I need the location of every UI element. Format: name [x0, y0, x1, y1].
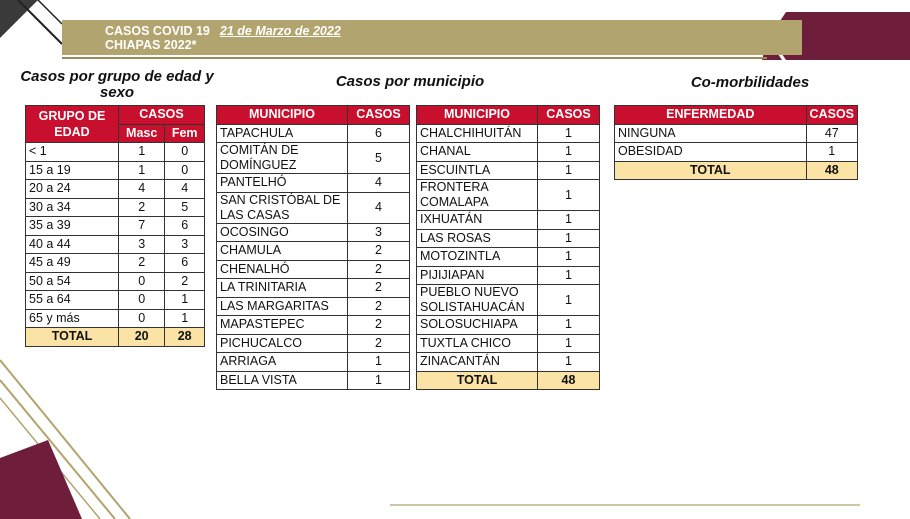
col-header-municipio: MUNICIPIO [217, 106, 348, 125]
table-row [26, 143, 205, 162]
municipio-name-cell: CHENALHÓ [217, 260, 348, 279]
masc-cell: 2 [119, 198, 165, 217]
fem-cell: 4 [165, 180, 205, 199]
disease-cases-cell: 47 [806, 124, 857, 143]
table-row [417, 211, 600, 230]
table-row [217, 223, 410, 242]
municipio-cases-cell: 1 [538, 180, 600, 211]
fem-cell: 6 [165, 254, 205, 273]
table-row [417, 161, 600, 180]
header-title-line2: CHIAPAS 2022* [105, 38, 197, 52]
masc-cell: 3 [119, 235, 165, 254]
masc-cell: 0 [119, 272, 165, 291]
fem-cell: 6 [165, 217, 205, 236]
municipio-name-cell: TUXTLA CHICO [417, 334, 538, 353]
header-title-line1: CASOS COVID 19 [105, 24, 210, 38]
masc-cell: 0 [119, 309, 165, 328]
municipio-name-cell: BELLA VISTA [217, 371, 348, 390]
municipio-cases-cell: 2 [348, 297, 410, 316]
table-row [217, 334, 410, 353]
table-row [615, 124, 858, 143]
municipio-name-cell: LAS MARGARITAS [217, 297, 348, 316]
header-date: 21 de Marzo de 2022 [219, 24, 341, 38]
diagonal-line-top [18, 0, 62, 44]
municipio-name-cell: CHANAL [417, 143, 538, 162]
col-header-cases: CASOS [119, 106, 205, 125]
age-group-cell: 20 a 24 [26, 180, 119, 199]
age-section-title: Casos por grupo de edad y sexo [20, 68, 214, 101]
total-masc: 20 [119, 328, 165, 347]
municipio-name-cell: ARRIAGA [217, 353, 348, 372]
municipio-name-cell: SAN CRISTÓBAL DE LAS CASAS [217, 192, 348, 223]
municipio-name-cell: CHALCHIHUITÁN [417, 124, 538, 143]
table-row [26, 180, 205, 199]
municipio-name-cell: TAPACHULA [217, 124, 348, 143]
table-row [217, 371, 410, 390]
table-row [217, 124, 410, 143]
col-header-fem: Fem [165, 124, 205, 143]
table-row [417, 353, 600, 372]
col-header-casos-2: CASOS [538, 106, 600, 125]
municipio-name-cell: FRONTERA COMALAPA [417, 180, 538, 211]
municipio-cases-cell: 1 [538, 161, 600, 180]
col-header-casos: CASOS [348, 106, 410, 125]
municipio-total-label: TOTAL [417, 371, 538, 390]
municipio-name-cell: COMITÁN DE DOMÍNGUEZ [217, 143, 348, 174]
municipio-name-cell: PICHUCALCO [217, 334, 348, 353]
table-row [417, 285, 600, 316]
municipio-cases-cell: 1 [538, 334, 600, 353]
age-group-cell: 45 a 49 [26, 254, 119, 273]
table-row [26, 217, 205, 236]
diagonal-line-top-2 [38, 0, 62, 24]
table-row [26, 272, 205, 291]
municipio-name-cell: ESCUINTLA [417, 161, 538, 180]
table-row [417, 266, 600, 285]
age-group-cell: 40 a 44 [26, 235, 119, 254]
municipio-name-cell: PANTELHÓ [217, 174, 348, 193]
table-row [217, 192, 410, 223]
age-group-cell: < 1 [26, 143, 119, 162]
municipio-cases-cell: 1 [348, 371, 410, 390]
header-title [105, 24, 341, 52]
municipio-cases-cell: 1 [538, 248, 600, 267]
municipio-section-title: Casos por municipio [335, 73, 485, 90]
table-row [217, 353, 410, 372]
municipio-name-cell: PIJIJIAPAN [417, 266, 538, 285]
table-row [417, 143, 600, 162]
table-row [26, 309, 205, 328]
total-label: TOTAL [26, 328, 119, 347]
municipio-total-row [417, 371, 600, 390]
municipio-name-cell: PUEBLO NUEVO SOLISTAHUACÁN [417, 285, 538, 316]
age-group-cell: 15 a 19 [26, 161, 119, 180]
age-group-cell: 30 a 34 [26, 198, 119, 217]
fem-cell: 0 [165, 161, 205, 180]
table-row [417, 248, 600, 267]
masc-cell: 7 [119, 217, 165, 236]
age-total-row [26, 328, 205, 347]
table-row [417, 229, 600, 248]
comorb-total-label: TOTAL [615, 161, 807, 180]
table-row [26, 198, 205, 217]
fem-cell: 1 [165, 291, 205, 310]
table-row [217, 316, 410, 335]
fem-cell: 1 [165, 309, 205, 328]
table-row [615, 143, 858, 162]
municipio-cases-cell: 6 [348, 124, 410, 143]
table-row [417, 334, 600, 353]
masc-cell: 1 [119, 143, 165, 162]
masc-cell: 4 [119, 180, 165, 199]
table-row [26, 254, 205, 273]
table-row [26, 235, 205, 254]
municipio-cases-cell: 1 [538, 229, 600, 248]
table-row [217, 242, 410, 261]
age-group-cell: 50 a 54 [26, 272, 119, 291]
comorbidities-table [614, 105, 858, 180]
col-header-cases-comorb: CASOS [806, 106, 857, 125]
fem-cell: 3 [165, 235, 205, 254]
municipio-cases-cell: 1 [538, 211, 600, 230]
age-group-cell: 65 y más [26, 309, 119, 328]
disease-cases-cell: 1 [806, 143, 857, 162]
municipio-cases-cell: 4 [348, 192, 410, 223]
municipio-table-1 [216, 105, 410, 390]
municipio-name-cell: LA TRINITARIA [217, 279, 348, 298]
total-fem: 28 [165, 328, 205, 347]
municipio-name-cell: IXHUATÁN [417, 211, 538, 230]
table-row [217, 297, 410, 316]
table-row [217, 260, 410, 279]
fem-cell: 5 [165, 198, 205, 217]
fem-cell: 2 [165, 272, 205, 291]
table-row [417, 180, 600, 211]
header-underline [62, 57, 767, 59]
municipio-cases-cell: 2 [348, 260, 410, 279]
masc-cell: 2 [119, 254, 165, 273]
municipio-name-cell: SOLOSUCHIAPA [417, 316, 538, 335]
col-header-masc: Masc [119, 124, 165, 143]
municipio-total-cases: 48 [538, 371, 600, 390]
table-row [26, 291, 205, 310]
municipio-name-cell: LAS ROSAS [417, 229, 538, 248]
municipio-cases-cell: 3 [348, 223, 410, 242]
table-row [217, 143, 410, 174]
masc-cell: 1 [119, 161, 165, 180]
maroon-triangle-bottom-left [0, 440, 82, 519]
col-header-disease: ENFERMEDAD [615, 106, 807, 125]
municipio-cases-cell: 1 [538, 266, 600, 285]
comorb-total-row [615, 161, 858, 180]
municipio-name-cell: MAPASTEPEC [217, 316, 348, 335]
municipio-cases-cell: 2 [348, 334, 410, 353]
municipio-cases-cell: 2 [348, 242, 410, 261]
table-row [26, 161, 205, 180]
disease-name-cell: NINGUNA [615, 124, 807, 143]
municipio-cases-cell: 1 [538, 285, 600, 316]
municipio-name-cell: CHAMULA [217, 242, 348, 261]
disease-name-cell: OBESIDAD [615, 143, 807, 162]
age-group-cell: 35 a 39 [26, 217, 119, 236]
municipio-table-2 [416, 105, 600, 390]
municipio-cases-cell: 1 [538, 143, 600, 162]
municipio-cases-cell: 1 [348, 353, 410, 372]
comorb-total-cases: 48 [806, 161, 857, 180]
comorb-section-title: Co-morbilidades [690, 74, 810, 91]
table-row [417, 316, 600, 335]
municipio-cases-cell: 1 [538, 316, 600, 335]
table-row [417, 124, 600, 143]
fem-cell: 0 [165, 143, 205, 162]
corner-decoration-top-left [0, 0, 38, 38]
municipio-cases-cell: 1 [538, 353, 600, 372]
age-group-cell: 55 a 64 [26, 291, 119, 310]
municipio-cases-cell: 5 [348, 143, 410, 174]
municipio-cases-cell: 4 [348, 174, 410, 193]
municipio-name-cell: ZINACANTÁN [417, 353, 538, 372]
table-row [217, 174, 410, 193]
municipio-cases-cell: 1 [538, 124, 600, 143]
municipio-cases-cell: 2 [348, 316, 410, 335]
municipio-cases-cell: 2 [348, 279, 410, 298]
masc-cell: 0 [119, 291, 165, 310]
municipio-name-cell: MOTOZINTLA [417, 248, 538, 267]
municipio-name-cell: OCOSINGO [217, 223, 348, 242]
table-row [217, 279, 410, 298]
col-header-municipio-2: MUNICIPIO [417, 106, 538, 125]
age-group-table [25, 105, 205, 347]
col-header-group: GRUPO DE EDAD [26, 106, 119, 143]
